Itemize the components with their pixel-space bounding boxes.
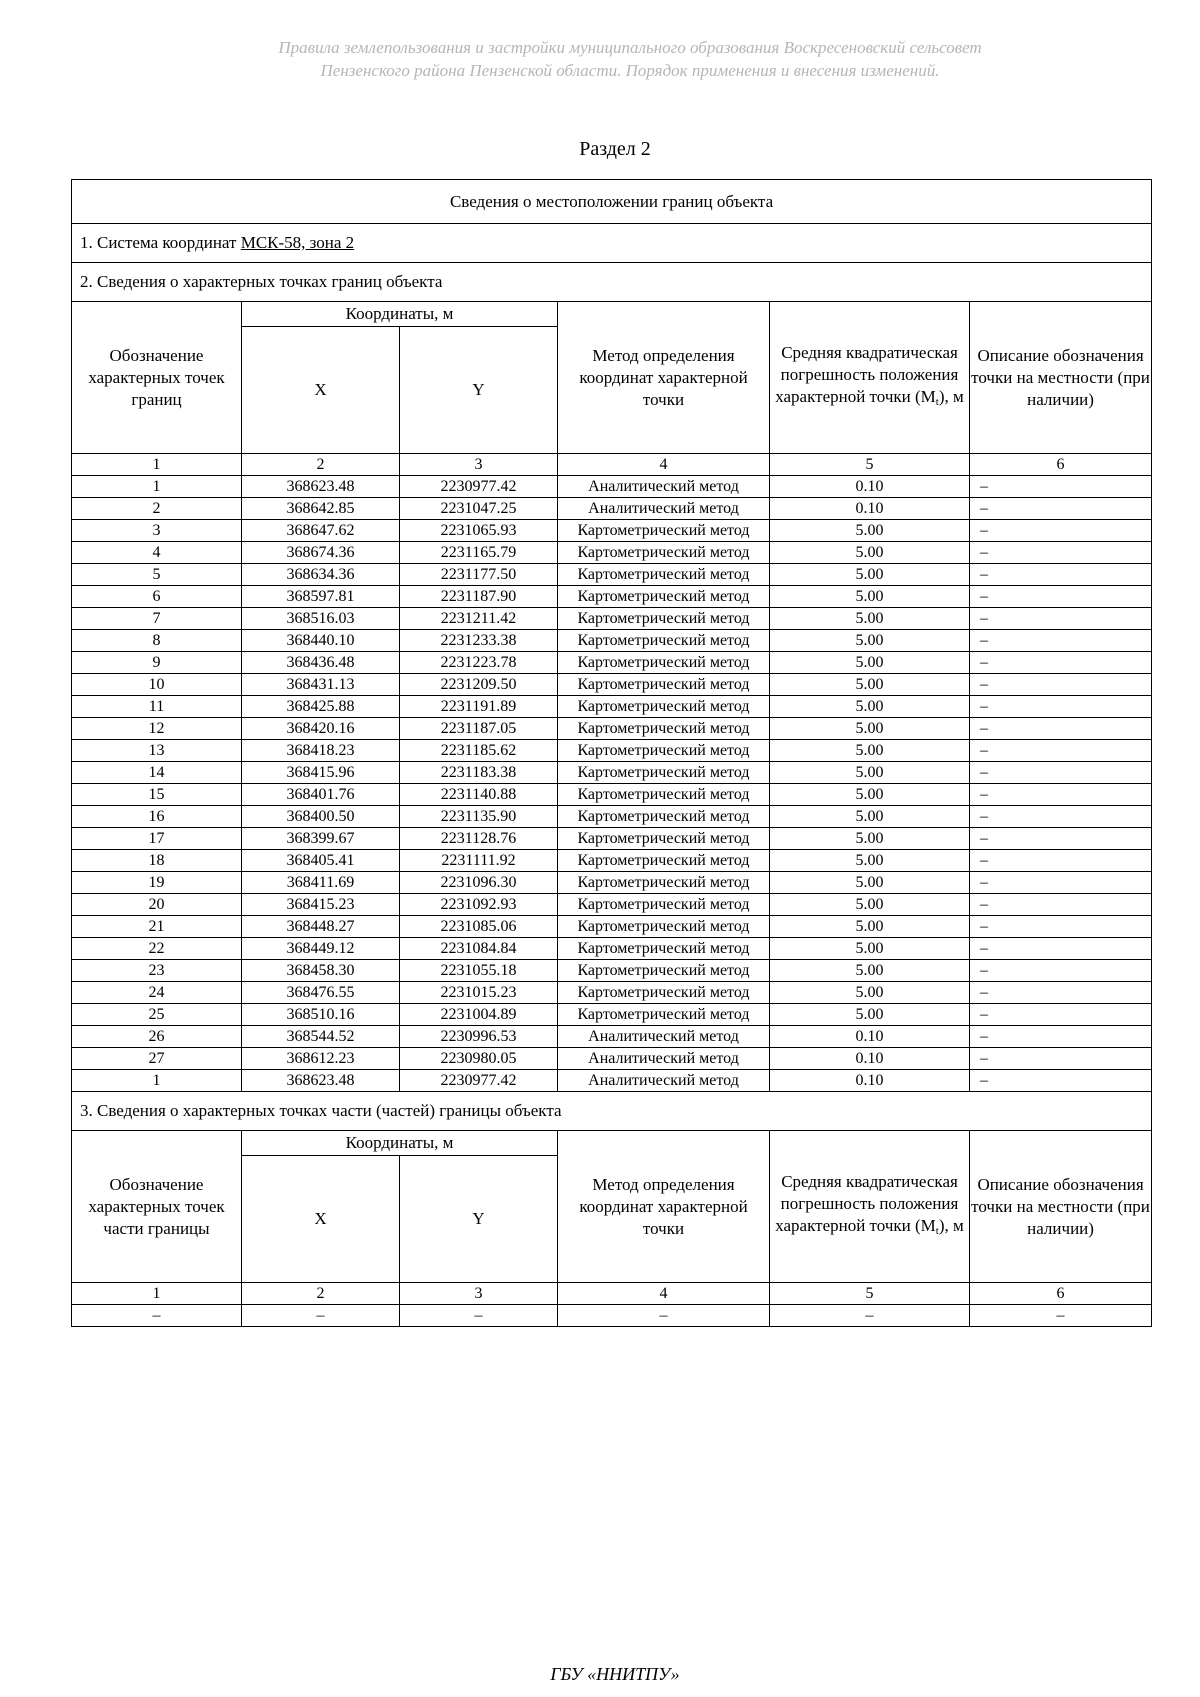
point-y: 2231085.06	[400, 916, 558, 938]
point-number: 10	[72, 674, 242, 696]
boundary-table	[71, 179, 1152, 1327]
point-number: 21	[72, 916, 242, 938]
point-number: 1	[72, 1070, 242, 1092]
table-row	[72, 1004, 1152, 1026]
table-row	[72, 586, 1152, 608]
point-description: –	[970, 564, 1152, 586]
point-x: 368436.48	[242, 652, 400, 674]
point-number: 2	[72, 498, 242, 520]
point-error: 5.00	[770, 564, 970, 586]
table-title: Сведения о местоположении границ объекта	[72, 180, 1152, 224]
point-y: 2231128.76	[400, 828, 558, 850]
point-description: –	[970, 696, 1152, 718]
col-number: 3	[400, 1283, 558, 1305]
point-y: 2231047.25	[400, 498, 558, 520]
point-y: 2230977.42	[400, 476, 558, 498]
point-x: 368425.88	[242, 696, 400, 718]
point-x: 368510.16	[242, 1004, 400, 1026]
point-error: 5.00	[770, 608, 970, 630]
table-row	[72, 1070, 1152, 1092]
table-row	[72, 828, 1152, 850]
point-y: 2231065.93	[400, 520, 558, 542]
point-number: 6	[72, 586, 242, 608]
col-number: 6	[970, 1283, 1152, 1305]
point-method: Картометрический метод	[558, 608, 770, 630]
point-error: 0.10	[770, 1048, 970, 1070]
table-row	[72, 916, 1152, 938]
table-row	[72, 806, 1152, 828]
point-y: 2231187.05	[400, 718, 558, 740]
point-error: 5.00	[770, 652, 970, 674]
point-y: 2230977.42	[400, 1070, 558, 1092]
point-description: –	[970, 476, 1152, 498]
point-description: –	[970, 938, 1152, 960]
point-x: 368544.52	[242, 1026, 400, 1048]
part3-cell: –	[770, 1305, 970, 1327]
col-coords-part: Координаты, м	[242, 1131, 558, 1156]
point-error: 5.00	[770, 828, 970, 850]
point-error: 5.00	[770, 674, 970, 696]
header-line-1: Правила землепользования и застройки муниципального образования Воскресеновский сельсовет	[278, 38, 982, 57]
table-row	[72, 520, 1152, 542]
point-method: Аналитический метод	[558, 476, 770, 498]
point-error: 5.00	[770, 894, 970, 916]
point-error: 5.00	[770, 696, 970, 718]
point-number: 22	[72, 938, 242, 960]
col-error-main: Средняя квадратическая погрешность положения характерной точки (M	[775, 343, 959, 406]
point-method: Картометрический метод	[558, 784, 770, 806]
part3-cell: –	[558, 1305, 770, 1327]
point-description: –	[970, 916, 1152, 938]
point-x: 368623.48	[242, 476, 400, 498]
point-y: 2231015.23	[400, 982, 558, 1004]
point-error: 5.00	[770, 718, 970, 740]
part3-cell: –	[72, 1305, 242, 1327]
point-y: 2231209.50	[400, 674, 558, 696]
point-method: Картометрический метод	[558, 520, 770, 542]
table-row	[72, 542, 1152, 564]
point-method: Картометрический метод	[558, 762, 770, 784]
table-row	[72, 630, 1152, 652]
col-point-label: Обозначение характерных точек границ	[72, 302, 242, 454]
point-number: 24	[72, 982, 242, 1004]
table-row	[72, 938, 1152, 960]
point-method: Картометрический метод	[558, 916, 770, 938]
col-error-tail: ), м	[938, 387, 964, 406]
point-number: 26	[72, 1026, 242, 1048]
point-x: 368642.85	[242, 498, 400, 520]
point-y: 2231191.89	[400, 696, 558, 718]
point-method: Картометрический метод	[558, 674, 770, 696]
point-method: Картометрический метод	[558, 586, 770, 608]
point-description: –	[970, 1048, 1152, 1070]
document-footer: ГБУ «ННИТПУ»	[550, 1664, 680, 1684]
point-error: 5.00	[770, 586, 970, 608]
point-y: 2231140.88	[400, 784, 558, 806]
point-x: 368516.03	[242, 608, 400, 630]
point-x: 368400.50	[242, 806, 400, 828]
table-row	[72, 960, 1152, 982]
point-error: 5.00	[770, 806, 970, 828]
point-y: 2231211.42	[400, 608, 558, 630]
table-row	[72, 784, 1152, 806]
col-error-sub: t	[935, 1225, 939, 1237]
point-description: –	[970, 652, 1152, 674]
point-description: –	[970, 960, 1152, 982]
point-y: 2231185.62	[400, 740, 558, 762]
point-x: 368411.69	[242, 872, 400, 894]
coord-system-prefix: 1. Система координат	[80, 233, 241, 252]
table-row	[72, 872, 1152, 894]
point-y: 2231092.93	[400, 894, 558, 916]
col-x: X	[242, 327, 400, 454]
col-number: 2	[242, 454, 400, 476]
point-error: 5.00	[770, 542, 970, 564]
table-row	[72, 476, 1152, 498]
point-description: –	[970, 762, 1152, 784]
table-row	[72, 718, 1152, 740]
point-number: 13	[72, 740, 242, 762]
point-number: 23	[72, 960, 242, 982]
point-x: 368431.13	[242, 674, 400, 696]
col-error-tail: ), м	[938, 1216, 964, 1235]
col-number: 2	[242, 1283, 400, 1305]
point-x: 368401.76	[242, 784, 400, 806]
point-number: 3	[72, 520, 242, 542]
point-number: 14	[72, 762, 242, 784]
point-error: 5.00	[770, 982, 970, 1004]
point-number: 18	[72, 850, 242, 872]
col-description-part: Описание обозначения точки на местности (при наличии)	[970, 1131, 1152, 1283]
point-description: –	[970, 850, 1152, 872]
header-line-2: Пензенского района Пензенской области. Порядок применения и внесения изменений.	[320, 61, 940, 80]
table-row	[72, 696, 1152, 718]
point-x: 368415.96	[242, 762, 400, 784]
point-description: –	[970, 1070, 1152, 1092]
point-method: Картометрический метод	[558, 828, 770, 850]
point-method: Картометрический метод	[558, 740, 770, 762]
point-number: 11	[72, 696, 242, 718]
document-header	[110, 36, 1150, 82]
point-description: –	[970, 674, 1152, 696]
col-number: 3	[400, 454, 558, 476]
col-x-part: X	[242, 1156, 400, 1283]
point-description: –	[970, 828, 1152, 850]
point-description: –	[970, 740, 1152, 762]
point-number: 20	[72, 894, 242, 916]
point-number: 5	[72, 564, 242, 586]
point-x: 368448.27	[242, 916, 400, 938]
point-description: –	[970, 630, 1152, 652]
coord-system-value: МСК-58, зона 2	[240, 233, 355, 252]
table-row	[72, 1026, 1152, 1048]
point-error: 5.00	[770, 630, 970, 652]
part3-cell: –	[970, 1305, 1152, 1327]
point-number: 9	[72, 652, 242, 674]
point-description: –	[970, 542, 1152, 564]
col-number: 5	[770, 454, 970, 476]
point-number: 8	[72, 630, 242, 652]
point-method: Картометрический метод	[558, 850, 770, 872]
point-number: 17	[72, 828, 242, 850]
col-method: Метод определения координат характерной точки	[558, 302, 770, 454]
part3-data-row	[72, 1305, 1152, 1327]
point-x: 368399.67	[242, 828, 400, 850]
part3-title: 3. Сведения о характерных точках части (частей) границы объекта	[72, 1092, 1152, 1131]
point-number: 25	[72, 1004, 242, 1026]
col-coords: Координаты, м	[242, 302, 558, 327]
point-description: –	[970, 894, 1152, 916]
point-description: –	[970, 718, 1152, 740]
point-description: –	[970, 1026, 1152, 1048]
point-number: 7	[72, 608, 242, 630]
point-x: 368674.36	[242, 542, 400, 564]
point-x: 368634.36	[242, 564, 400, 586]
point-method: Аналитический метод	[558, 1026, 770, 1048]
point-method: Картометрический метод	[558, 982, 770, 1004]
point-number: 4	[72, 542, 242, 564]
point-x: 368418.23	[242, 740, 400, 762]
point-description: –	[970, 608, 1152, 630]
point-method: Картометрический метод	[558, 960, 770, 982]
point-x: 368405.41	[242, 850, 400, 872]
table-row	[72, 674, 1152, 696]
point-error: 0.10	[770, 498, 970, 520]
coord-system-row	[72, 224, 1152, 263]
point-description: –	[970, 498, 1152, 520]
point-x: 368420.16	[242, 718, 400, 740]
point-x: 368415.23	[242, 894, 400, 916]
point-method: Картометрический метод	[558, 652, 770, 674]
part3-cell: –	[242, 1305, 400, 1327]
point-description: –	[970, 872, 1152, 894]
point-method: Картометрический метод	[558, 894, 770, 916]
col-error-main: Средняя квадратическая погрешность положения характерной точки (M	[775, 1172, 959, 1235]
point-method: Картометрический метод	[558, 806, 770, 828]
point-description: –	[970, 806, 1152, 828]
point-method: Картометрический метод	[558, 872, 770, 894]
point-y: 2230996.53	[400, 1026, 558, 1048]
point-error: 5.00	[770, 520, 970, 542]
point-method: Картометрический метод	[558, 1004, 770, 1026]
point-error: 5.00	[770, 916, 970, 938]
table-row	[72, 608, 1152, 630]
col-error-part	[770, 1131, 970, 1283]
column-numbers-row	[72, 454, 1152, 476]
point-x: 368597.81	[242, 586, 400, 608]
point-number: 1	[72, 476, 242, 498]
col-number: 1	[72, 454, 242, 476]
point-description: –	[970, 784, 1152, 806]
point-method: Картометрический метод	[558, 564, 770, 586]
col-number: 6	[970, 454, 1152, 476]
table-row	[72, 652, 1152, 674]
col-number: 4	[558, 1283, 770, 1305]
col-number: 5	[770, 1283, 970, 1305]
point-method: Картометрический метод	[558, 630, 770, 652]
section-title: Раздел 2	[579, 138, 651, 160]
point-x: 368458.30	[242, 960, 400, 982]
point-y: 2231096.30	[400, 872, 558, 894]
part3-cell: –	[400, 1305, 558, 1327]
table-row	[72, 894, 1152, 916]
point-description: –	[970, 586, 1152, 608]
col-y: Y	[400, 327, 558, 454]
point-error: 5.00	[770, 740, 970, 762]
point-method: Картометрический метод	[558, 542, 770, 564]
col-error	[770, 302, 970, 454]
point-error: 0.10	[770, 1026, 970, 1048]
table-row	[72, 498, 1152, 520]
point-error: 5.00	[770, 960, 970, 982]
point-error: 5.00	[770, 1004, 970, 1026]
point-y: 2231187.90	[400, 586, 558, 608]
point-description: –	[970, 982, 1152, 1004]
point-error: 5.00	[770, 938, 970, 960]
point-y: 2231111.92	[400, 850, 558, 872]
point-y: 2231233.38	[400, 630, 558, 652]
point-x: 368476.55	[242, 982, 400, 1004]
point-error: 5.00	[770, 850, 970, 872]
col-description: Описание обозначения точки на местности (при наличии)	[970, 302, 1152, 454]
table-row	[72, 740, 1152, 762]
point-method: Картометрический метод	[558, 696, 770, 718]
point-y: 2231177.50	[400, 564, 558, 586]
point-y: 2231165.79	[400, 542, 558, 564]
point-method: Картометрический метод	[558, 938, 770, 960]
col-point-label-part: Обозначение характерных точек части границы	[72, 1131, 242, 1283]
point-x: 368440.10	[242, 630, 400, 652]
point-x: 368623.48	[242, 1070, 400, 1092]
point-y: 2231183.38	[400, 762, 558, 784]
point-x: 368449.12	[242, 938, 400, 960]
point-number: 12	[72, 718, 242, 740]
point-x: 368647.62	[242, 520, 400, 542]
table-row	[72, 564, 1152, 586]
col-number: 1	[72, 1283, 242, 1305]
table-row	[72, 1048, 1152, 1070]
table-row	[72, 762, 1152, 784]
point-method: Аналитический метод	[558, 498, 770, 520]
table-row	[72, 850, 1152, 872]
point-number: 19	[72, 872, 242, 894]
point-y: 2231135.90	[400, 806, 558, 828]
point-x: 368612.23	[242, 1048, 400, 1070]
point-method: Аналитический метод	[558, 1070, 770, 1092]
col-error-sub: t	[935, 396, 939, 408]
point-method: Картометрический метод	[558, 718, 770, 740]
point-y: 2231223.78	[400, 652, 558, 674]
col-method-part: Метод определения координат характерной точки	[558, 1131, 770, 1283]
point-method: Аналитический метод	[558, 1048, 770, 1070]
point-error: 5.00	[770, 872, 970, 894]
column-numbers-row-part	[72, 1283, 1152, 1305]
point-error: 5.00	[770, 784, 970, 806]
point-y: 2231004.89	[400, 1004, 558, 1026]
point-y: 2231084.84	[400, 938, 558, 960]
table-row	[72, 982, 1152, 1004]
point-error: 0.10	[770, 476, 970, 498]
point-y: 2230980.05	[400, 1048, 558, 1070]
point-y: 2231055.18	[400, 960, 558, 982]
point-error: 5.00	[770, 762, 970, 784]
point-number: 15	[72, 784, 242, 806]
part2-title: 2. Сведения о характерных точках границ объекта	[72, 263, 1152, 302]
point-number: 16	[72, 806, 242, 828]
point-description: –	[970, 520, 1152, 542]
point-description: –	[970, 1004, 1152, 1026]
col-y-part: Y	[400, 1156, 558, 1283]
point-number: 27	[72, 1048, 242, 1070]
point-error: 0.10	[770, 1070, 970, 1092]
col-number: 4	[558, 454, 770, 476]
